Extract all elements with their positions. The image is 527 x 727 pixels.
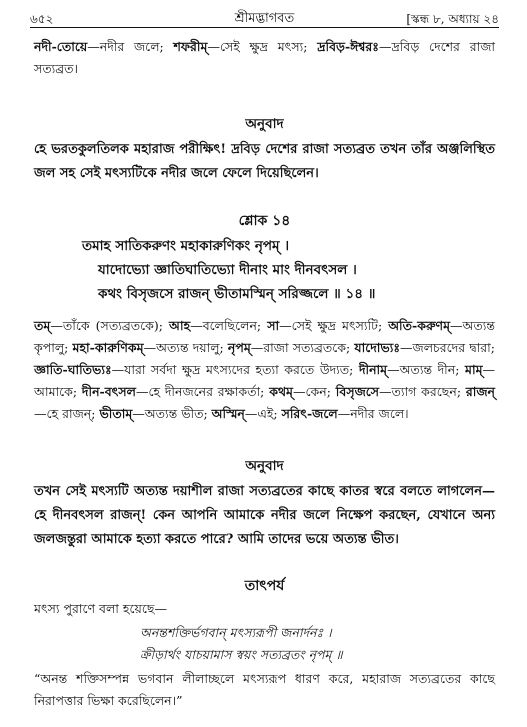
section-label: [স্কন্ধ ৮, অধ্যায় ২৪ [406,12,499,26]
synonym-word: অতি-করুণম্ [388,318,451,333]
sloka-line-2: যাদোভ্যো জ্ঞাতিঘাতিভ্যো দীনাং মাং দীনবৎসল । [98,262,357,278]
anubad-heading-2: অনুবাদ [245,458,284,474]
anubad-text-1: হে ভরতকুলতিলক মহারাজ পরীক্ষিৎ! দ্রবিড় দেশের রাজা সত্যব্রত তখন তাঁর অঞ্জলিস্থিত জল সহ সেই মৎস্যটিকে নদীর জলে ফেলে দিয়েছিলেন। [34,142,495,181]
synonym-meaning: —ত্যাগ করছেন; [379,384,466,399]
synonym-word: আহ [169,318,191,333]
synonym-meaning: —হে রাজন্; [34,406,100,421]
synonym-meaning: —হে দীনজনের রক্ষাকর্তা; [135,384,270,399]
sloka-line-1: তমাহ সাতিকরুণং মহাকারুণিকং নৃপম্ । [82,238,290,254]
anubad-heading-1: অনুবাদ [245,116,284,132]
synonym-meaning: —অত্যন্ত ভীত; [132,406,212,421]
synonym-word: শফরীম্ [173,39,208,54]
tatparya-translation: “অনন্ত শক্তিসম্পন্ন ভগবান লীলাচ্ছলে মৎস্যরূপ ধারণ করে, মহারাজ সত্যব্রতের কাছে নিরাপত্তার ভিক্ষা করেছিলেন।” [34,671,495,708]
synonym-meaning: —রাজা সত্যব্রতকে; [250,340,355,355]
synonym-meaning: —বলেছিলেন; [190,318,268,333]
synonym-word: অস্মিন্ [211,406,245,421]
synonym-word: দ্রবিড়-ঈশ্বরঃ [317,39,379,54]
synonym-word: দীনাম্ [358,362,388,377]
sloka-line-3: কথং বিসৃজসে রাজন্ ভীতামস্মিন্ সরিজ্জলে ॥ ১৪ ॥ [98,286,376,302]
book-title: শ্রীমদ্ভাগবত [234,11,295,26]
sloka-verse [82,234,495,306]
synonym-word: রাজন্ [465,384,496,399]
synonym-meaning: —দ্রবিড় দেশের রাজা সত্যব্রত। [34,39,495,76]
quote-line-1: অনন্তশক্তির্ভগবান্ মৎস্যরূপী জনার্দনঃ । [140,625,332,640]
synonym-word: নদী-তোয়ে [34,39,88,54]
synonym-meaning: —নদীর জলে; [87,39,174,54]
synonym-meaning: —সেই ক্ষুদ্র মৎস্য; [207,39,318,54]
synonym-word: সা [267,318,280,333]
anubad-text-2: তখন সেই মৎস্যটি অত্যন্ত দয়াশীল রাজা সত্যব্রতের কাছে কাতর স্বরে বলতে লাগলেন—হে দীনবৎসল রাজন্! কেন আপনি আমাকে নদীর জলে নিক্ষেপ করছেন, যেখানে অন্য জলজন্তুরা আমাকে হত্যা করতে পারে? আমি তাদের ভয়ে অত্যন্ত ভীত। [34,484,495,547]
synonym-meaning: —যারা সর্বদা ক্ষুদ্র মৎস্যদের হত্যা করতে উদ্যত; [111,362,359,377]
sloka-heading: শ্লোক ১৪ [238,213,291,229]
synonym-word: যাদোভ্যঃ [354,340,401,355]
synonym-word: মহা-কারুণিকম্ [72,340,144,355]
header-rule [30,27,499,28]
synonym-word: বিসৃজসে [335,384,380,399]
tatparya-quote [140,622,495,666]
tatparya-intro: মৎস্য পুরাণে বলা হয়েছে— [34,601,167,616]
page-number: ৬৫২ [30,12,54,26]
synonym-meaning: —সেই ক্ষুদ্র মৎস্যটি; [279,318,389,333]
synonym-meaning: —এই; [244,406,282,421]
synonym-meaning: —নদীর জলে। [337,406,409,421]
synonym-meaning: —অত্যন্ত কৃপালু; [34,318,495,355]
synonym-meaning: —কেন; [292,384,336,399]
synonym-word: নৃপম্ [227,340,251,355]
synonym-word: তম্ [34,318,51,333]
synonym-meaning: —জলচরদের দ্বারা; [400,340,496,355]
synonym-meaning: —অত্যন্ত দয়ালু; [143,340,228,355]
synonym-meaning: —তাঁকে (সত্যব্রতকে); [50,318,170,333]
synonym-word: ভীতাম্ [99,406,133,421]
synonym-word: জ্ঞাতি-ঘাতিভ্যঃ [34,362,112,377]
page-header [30,7,499,29]
synonyms-block [34,315,495,425]
synonym-word: কথম্ [269,384,293,399]
tatparya-heading: তাৎপর্য [244,578,285,594]
synonym-meaning: —অত্যন্ত দীন; [387,362,465,377]
synonym-word: দীন-বৎসল [81,384,136,399]
quote-line-2: ক্রীড়ার্থং যাচয়ামাস স্বয়ং সত্যব্রতং নৃপম্ ॥ [140,647,343,662]
synonym-meaning: —আমাকে; [34,362,496,399]
synonyms-top [34,36,495,80]
synonym-word: মাম্ [465,362,483,377]
synonym-word: সরিৎ-জলে [281,406,338,421]
